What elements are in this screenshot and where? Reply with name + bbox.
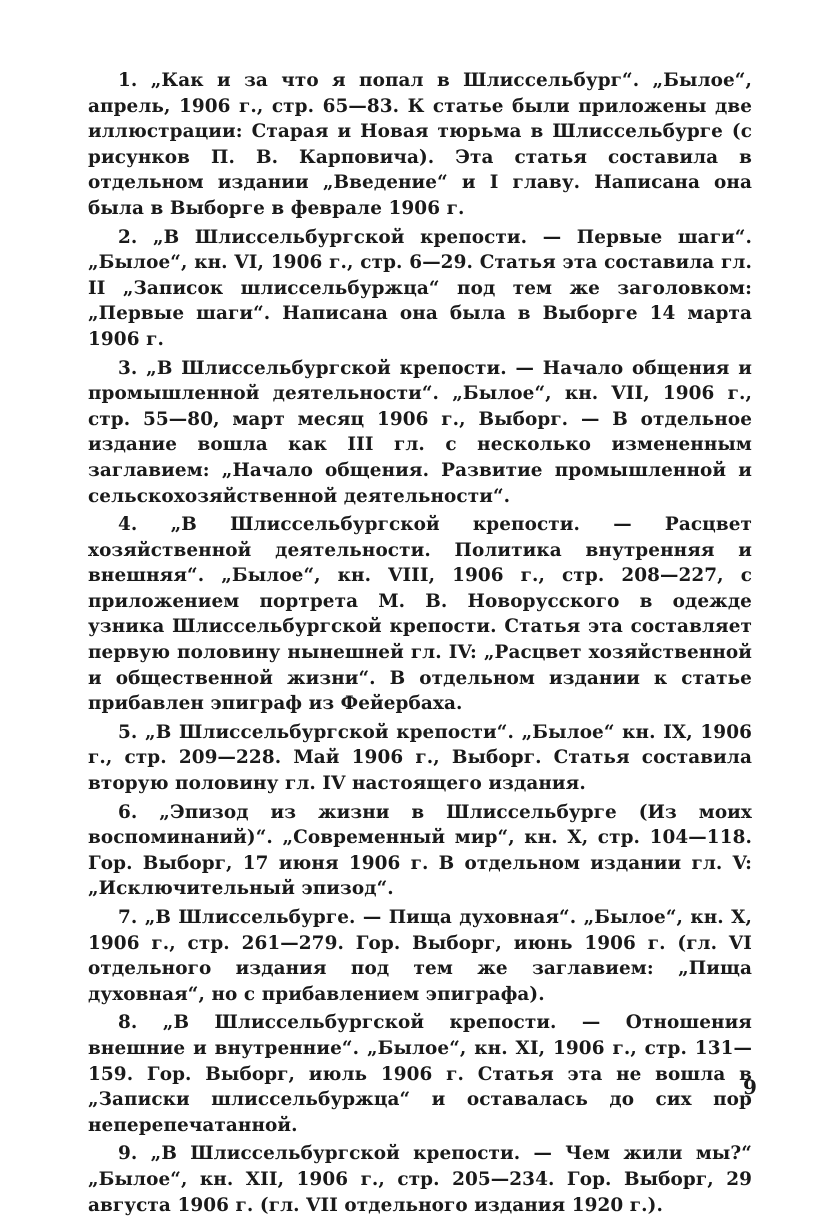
bibliography-entry-6: 6. „Эпизод из жизни в Шлиссельбурге (Из моих воспоминаний)“. „Современный мир“, кн. X, стр. 104—118. Гор. Выборг, 17 июня 1906 г. В отдельном издании гл. V: „Исключительный эпизод“. [88, 801, 752, 900]
bibliography-entry-2: 2. „В Шлиссельбургской крепости. — Первые шаги“. „Былое“, кн. VI, 1906 г., стр. 6—29. Статья эта составила гл. II „Записок шлиссельбуржца“ под тем же заголовком: „Первые шаги“. Написана она была в Выборге 14 марта 1906 г. [88, 226, 752, 350]
bibliography-entry-3: 3. „В Шлиссельбургской крепости. — Начало общения и промышленной деятельности“. „Былое“, кн. VII, 1906 г., стр. 55—80, март месяц 1906 г., Выборг. — В отдельное издание вошла как III гл. с несколько измененным заглавием: „Начало общения. Развитие промышленной и сельскохозяйственной деятельности“. [88, 357, 752, 507]
bibliography-entry-8: 8. „В Шлиссельбургской крепости. — Отношения внешние и внутренние“. „Былое“, кн. XI, 1906 г., стр. 131—159. Гор. Выборг, июль 1906 г. Статья эта не вошла в „Записки шлиссельбуржца“ и оставалась до сих пор неперепечатанной. [88, 1012, 752, 1136]
page-body [88, 68, 752, 1220]
bibliography-entry-5: 5. „В Шлиссельбургской крепости“. „Былое“ кн. IX, 1906 г., стр. 209—228. Май 1906 г., Выборг. Статья составила вторую половину гл. IV настоящего издания. [88, 721, 752, 795]
bibliography-entry-9: 9. „В Шлиссельбургской крепости. — Чем жили мы?“ „Былое“, кн. XII, 1906 г., стр. 205—234. Гор. Выборг, 29 августа 1906 г. (гл. VII отдельного издания 1920 г.). [88, 1143, 752, 1216]
bibliography-entry-4: 4. „В Шлиссельбургской крепости. — Расцвет хозяйственной деятельности. Политика внутренняя и внешняя“. „Былое“, кн. VIII, 1906 г., стр. 208—227, с приложением портрета М. В. Новорусского в одежде узника Шлиссельбургской крепости. Статья эта составляет первую половину нынешней гл. IV: „Расцвет хозяйственной и общественной жизни“. В отдельном издании к статье прибавлен эпиграф из Фейербаха. [88, 514, 752, 715]
page-number: 9 [743, 1075, 757, 1099]
bibliography-entry-7: 7. „В Шлиссельбурге. — Пища духовная“. „Былое“, кн. X, 1906 г., стр. 261—279. Гор. Выборг, июнь 1906 г. (гл. VI отдельного издания под тем же заглавием: „Пища духовная“, но с прибавлением эпиграфа). [88, 907, 752, 1005]
bibliography-entry-1: 1. „Как и за что я попал в Шлиссельбург“. „Былое“, апрель, 1906 г., стр. 65—83. К статье были приложены две иллюстрации: Старая и Новая тюрьма в Шлиссельбурге (с рисунков П. В. Карповича). Эта статья составила в отдельном издании „Введение“ и I главу. Написана она была в Выборге в феврале 1906 г. [88, 70, 752, 219]
